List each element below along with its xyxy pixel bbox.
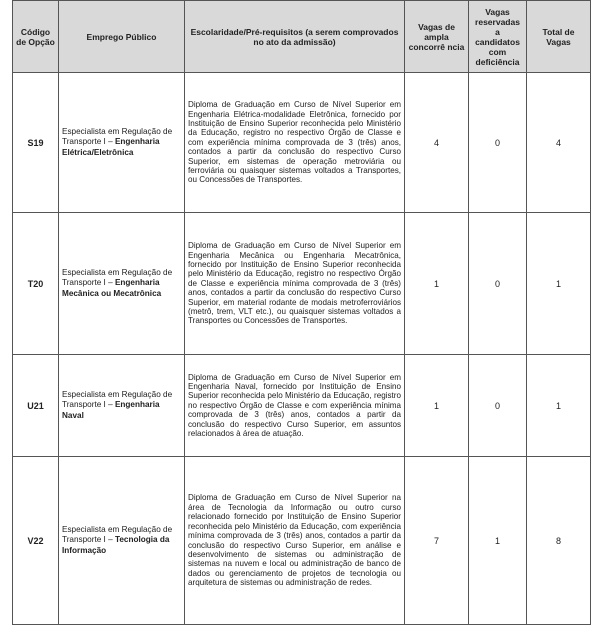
table-row — [13, 73, 591, 213]
total-vagas: 8 — [527, 457, 591, 625]
vagas-deficiencia: 0 — [469, 213, 527, 355]
header-row — [13, 1, 591, 73]
total-vagas: 1 — [527, 355, 591, 457]
option-code: U21 — [13, 355, 59, 457]
vagas-deficiencia: 0 — [469, 355, 527, 457]
job-title-specialty: Engenharia Mecânica ou Mecatrônica — [62, 278, 162, 298]
requirements: Diploma de Graduação em Curso de Nível Superior em Engenharia Mecânica ou Engenharia Mecatrônica, fornecido por Instituição de Ensino Superior reconhecida pelo Ministério da Educação, registro no respectivo Órgão de Classe e experiência mínima comprovada de 3 (três) anos, contados a partir da conclusão do respectivo Curso Superior, em material rodante de modais metroferroviários (metrô, trem, VLT etc.), ou quaisquer sistemas voltados a Transportes ou Concessões de Transportes. — [185, 213, 405, 355]
requirements: Diploma de Graduação em Curso de Nível Superior em Engenharia Elétrica-modalidade Eletrônica, fornecido por Instituição de Ensino Superior reconhecida pelo Ministério da Educação, registro no respectivo Órgão de Classe e com experiência mínima comprovada de 3 (três) anos, contados a partir da conclusão do respectivo Curso Superior, em sistemas de operação metroviária ou ferroviária ou quaisquer sistemas voltados a Transportes, ou Concessões de Transportes. — [185, 73, 405, 213]
requirements: Diploma de Graduação em Curso de Nível Superior em Engenharia Naval, fornecido por Instituição de Ensino Superior reconhecida pelo Ministério da Educação, registro no respectivo Órgão de Classe e com experiência mínima comprovada de 3 (três) anos, contados a partir da conclusão do respectivo Curso Superior, em assuntos relacionados à área de atuação. — [185, 355, 405, 457]
job-title-base: Especialista em Regulação de Transporte I – — [62, 389, 173, 410]
vagas-deficiencia: 0 — [469, 73, 527, 213]
total-vagas: 1 — [527, 213, 591, 355]
vacancy-table — [12, 0, 591, 625]
job-title-specialty: Engenharia Elétrica/Eletrônica — [62, 137, 160, 157]
job-title-base: Especialista em Regulação de Transporte I – — [62, 267, 173, 288]
option-code: V22 — [13, 457, 59, 625]
job-title-specialty: Engenharia Naval — [62, 400, 160, 420]
option-code: T20 — [13, 213, 59, 355]
table-row — [13, 457, 591, 625]
job-title-base: Especialista em Regulação de Transporte I – — [62, 524, 173, 545]
header-vagas-ampla: Vagas de ampla concorrê ncia — [405, 1, 469, 73]
table-row — [13, 213, 591, 355]
requirements: Diploma de Graduação em Curso de Nível Superior na área de Tecnologia da Informação ou outro curso relacionado fornecido por Instituição de Ensino Superior reconhecida pelo Ministério da Educação, com experiência mínima comprovada de 3 (três) anos, contados a partir da conclusão do respectivo Curso Superior, em análise e desenvolvimento de sistemas ou administração de sistemas na nuvem e local ou administração de banco de dados ou gerenciamento de projetos de tecnologia ou arquitetura de sistemas ou administração de redes. — [185, 457, 405, 625]
job-title — [59, 73, 185, 213]
job-title — [59, 213, 185, 355]
header-escolaridade: Escolaridade/Pré-requisitos (a serem comprovados no ato da admissão) — [185, 1, 405, 73]
header-total: Total de Vagas — [527, 1, 591, 73]
header-emprego: Emprego Público — [59, 1, 185, 73]
job-title-specialty: Tecnologia da Informação — [62, 535, 170, 555]
job-title — [59, 355, 185, 457]
header-vagas-deficiencia: Vagas reservadas a candidatos com deficiência — [469, 1, 527, 73]
total-vagas: 4 — [527, 73, 591, 213]
vagas-ampla: 7 — [405, 457, 469, 625]
table-row — [13, 355, 591, 457]
job-title — [59, 457, 185, 625]
vagas-ampla: 1 — [405, 355, 469, 457]
vagas-deficiencia: 1 — [469, 457, 527, 625]
job-title-base: Especialista em Regulação de Transporte I – — [62, 126, 173, 147]
header-codigo: Código de Opção — [13, 1, 59, 73]
option-code: S19 — [13, 73, 59, 213]
vagas-ampla: 1 — [405, 213, 469, 355]
vagas-ampla: 4 — [405, 73, 469, 213]
